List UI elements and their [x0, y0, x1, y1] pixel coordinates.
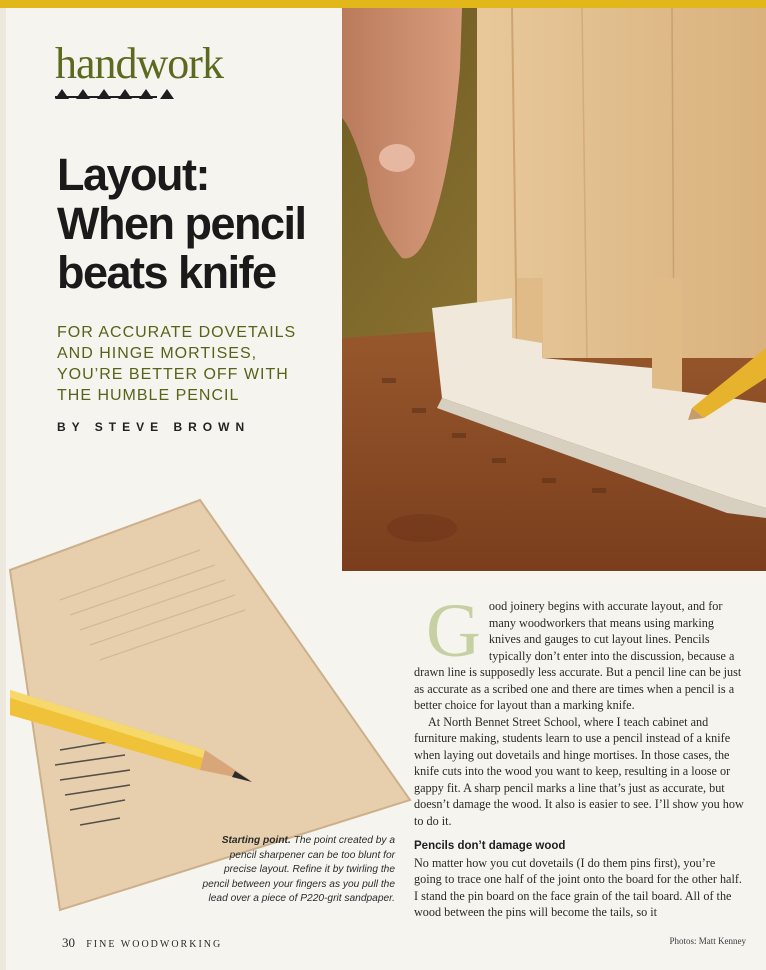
- photo-credit: Photos: Matt Kenney: [669, 936, 746, 946]
- dek-line: YOU’RE BETTER OFF WITH: [57, 366, 289, 383]
- drop-cap: G: [426, 589, 481, 673]
- title-line: Layout:: [57, 149, 209, 200]
- title-line: When pencil: [57, 198, 306, 249]
- article-body: [414, 589, 744, 921]
- dek-line: AND HINGE MORTISES,: [57, 345, 258, 362]
- dek-line: THE HUMBLE PENCIL: [57, 387, 240, 404]
- page-number: 30: [62, 935, 75, 950]
- caption-lead: Starting point.: [221, 835, 291, 846]
- caption-text: The point created by a pencil sharpener can be too blunt for precise layout. Refine it by twirling the pencil between your fingers as you pull the lead over a piece of P220-grit sandpaper.: [202, 835, 395, 904]
- department-label: handwork: [55, 39, 223, 88]
- body-paragraph: No matter how you cut dovetails (I do them pins first), you’re going to trace one half of the joint onto the board for the other half. I stand the pin board on the face grain of the tail board. All of the wood between the pins will become the tails, so it: [414, 855, 742, 919]
- byline: BY STEVE BROWN: [57, 420, 251, 434]
- page-folio: [62, 935, 222, 951]
- body-paragraph: ood joinery begins with accurate layout, and for many woodworkers that means using marking knives and gauges to cut layout lines. Pencils typically don’t enter into the discussion, because a drawn line is supposedly less accurate. But a pencil line can be just as accurate as a scribed one and there are times when a pencil is a better choice for layout than a marking knife.: [414, 599, 742, 712]
- department-rule: [55, 96, 157, 98]
- dek-line: FOR ACCURATE DOVETAILS: [57, 324, 297, 341]
- section-subhead: Pencils don’t damage wood: [414, 840, 566, 852]
- body-paragraph: At North Bennet Street School, where I teach cabinet and furniture making, students learn to use a pencil instead of a knife when laying out dovetails and hinge mortises. In those cases, the knife cuts into the wood you want to keep, resulting in a loose or gappy fit. A sharp pencil marks a line that’s just as accurate, but doesn’t damage the wood. It also is easier to see. I’ll show you how to do it.: [414, 714, 744, 828]
- title-line: beats knife: [57, 247, 276, 298]
- article-title: [57, 150, 357, 297]
- article-dek: [57, 322, 327, 406]
- photo-caption: [195, 834, 395, 907]
- publication-name: FINE WOODWORKING: [86, 939, 223, 950]
- top-color-band: [0, 0, 766, 8]
